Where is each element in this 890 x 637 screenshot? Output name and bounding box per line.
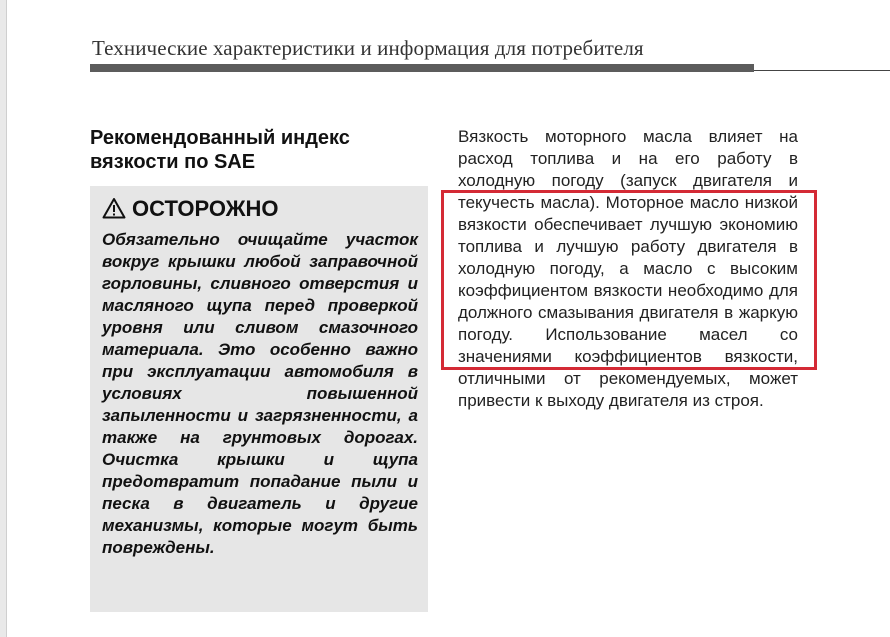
caution-box [90, 186, 428, 612]
header-title: Технические характеристики и информация для потребителя [92, 36, 644, 60]
caution-heading-row [102, 196, 279, 225]
page-edge [0, 0, 7, 637]
header-bar [90, 64, 754, 72]
header-rule [754, 70, 890, 71]
warning-triangle-icon [102, 197, 126, 225]
caution-heading: ОСТОРОЖНО [132, 196, 279, 221]
highlight-box [441, 190, 817, 370]
body-paragraph: Вязкость моторного масла влияет на расход топлива и на его работу в холодную погоду (запуск двигателя и текучесть масла). Моторное масло низкой вязкости обеспечивает лучшую экономию топлива и лучшую работу двигателя в холодную погоду, а масло с высоким коэффициентом вязкости необходимо для должного смазывания двигателя в жаркую погоду. Использование масел со значениями коэффициентов вязкости, отличными от рекомендуемых, может привести к выходу двигателя из строя. [458, 127, 798, 410]
section-title: Рекомендованный индекс вязкости по SAE [90, 127, 350, 173]
caution-text: Обязательно очищайте участок вокруг крышки любой заправочной горловины, сливного отверстия и масляного щупа перед проверкой уровня или сливом смазочного материала. Это особенно важно при эксплуатации автомобиля в условиях повышенной запыленности и загрязненности, а также на грунтовых дорогах. Очистка крышки и щупа предотвратит попадание пыли и песка в двигатель и другие механизмы, которые могут быть повреждены. [102, 230, 418, 557]
page-header [90, 36, 890, 76]
